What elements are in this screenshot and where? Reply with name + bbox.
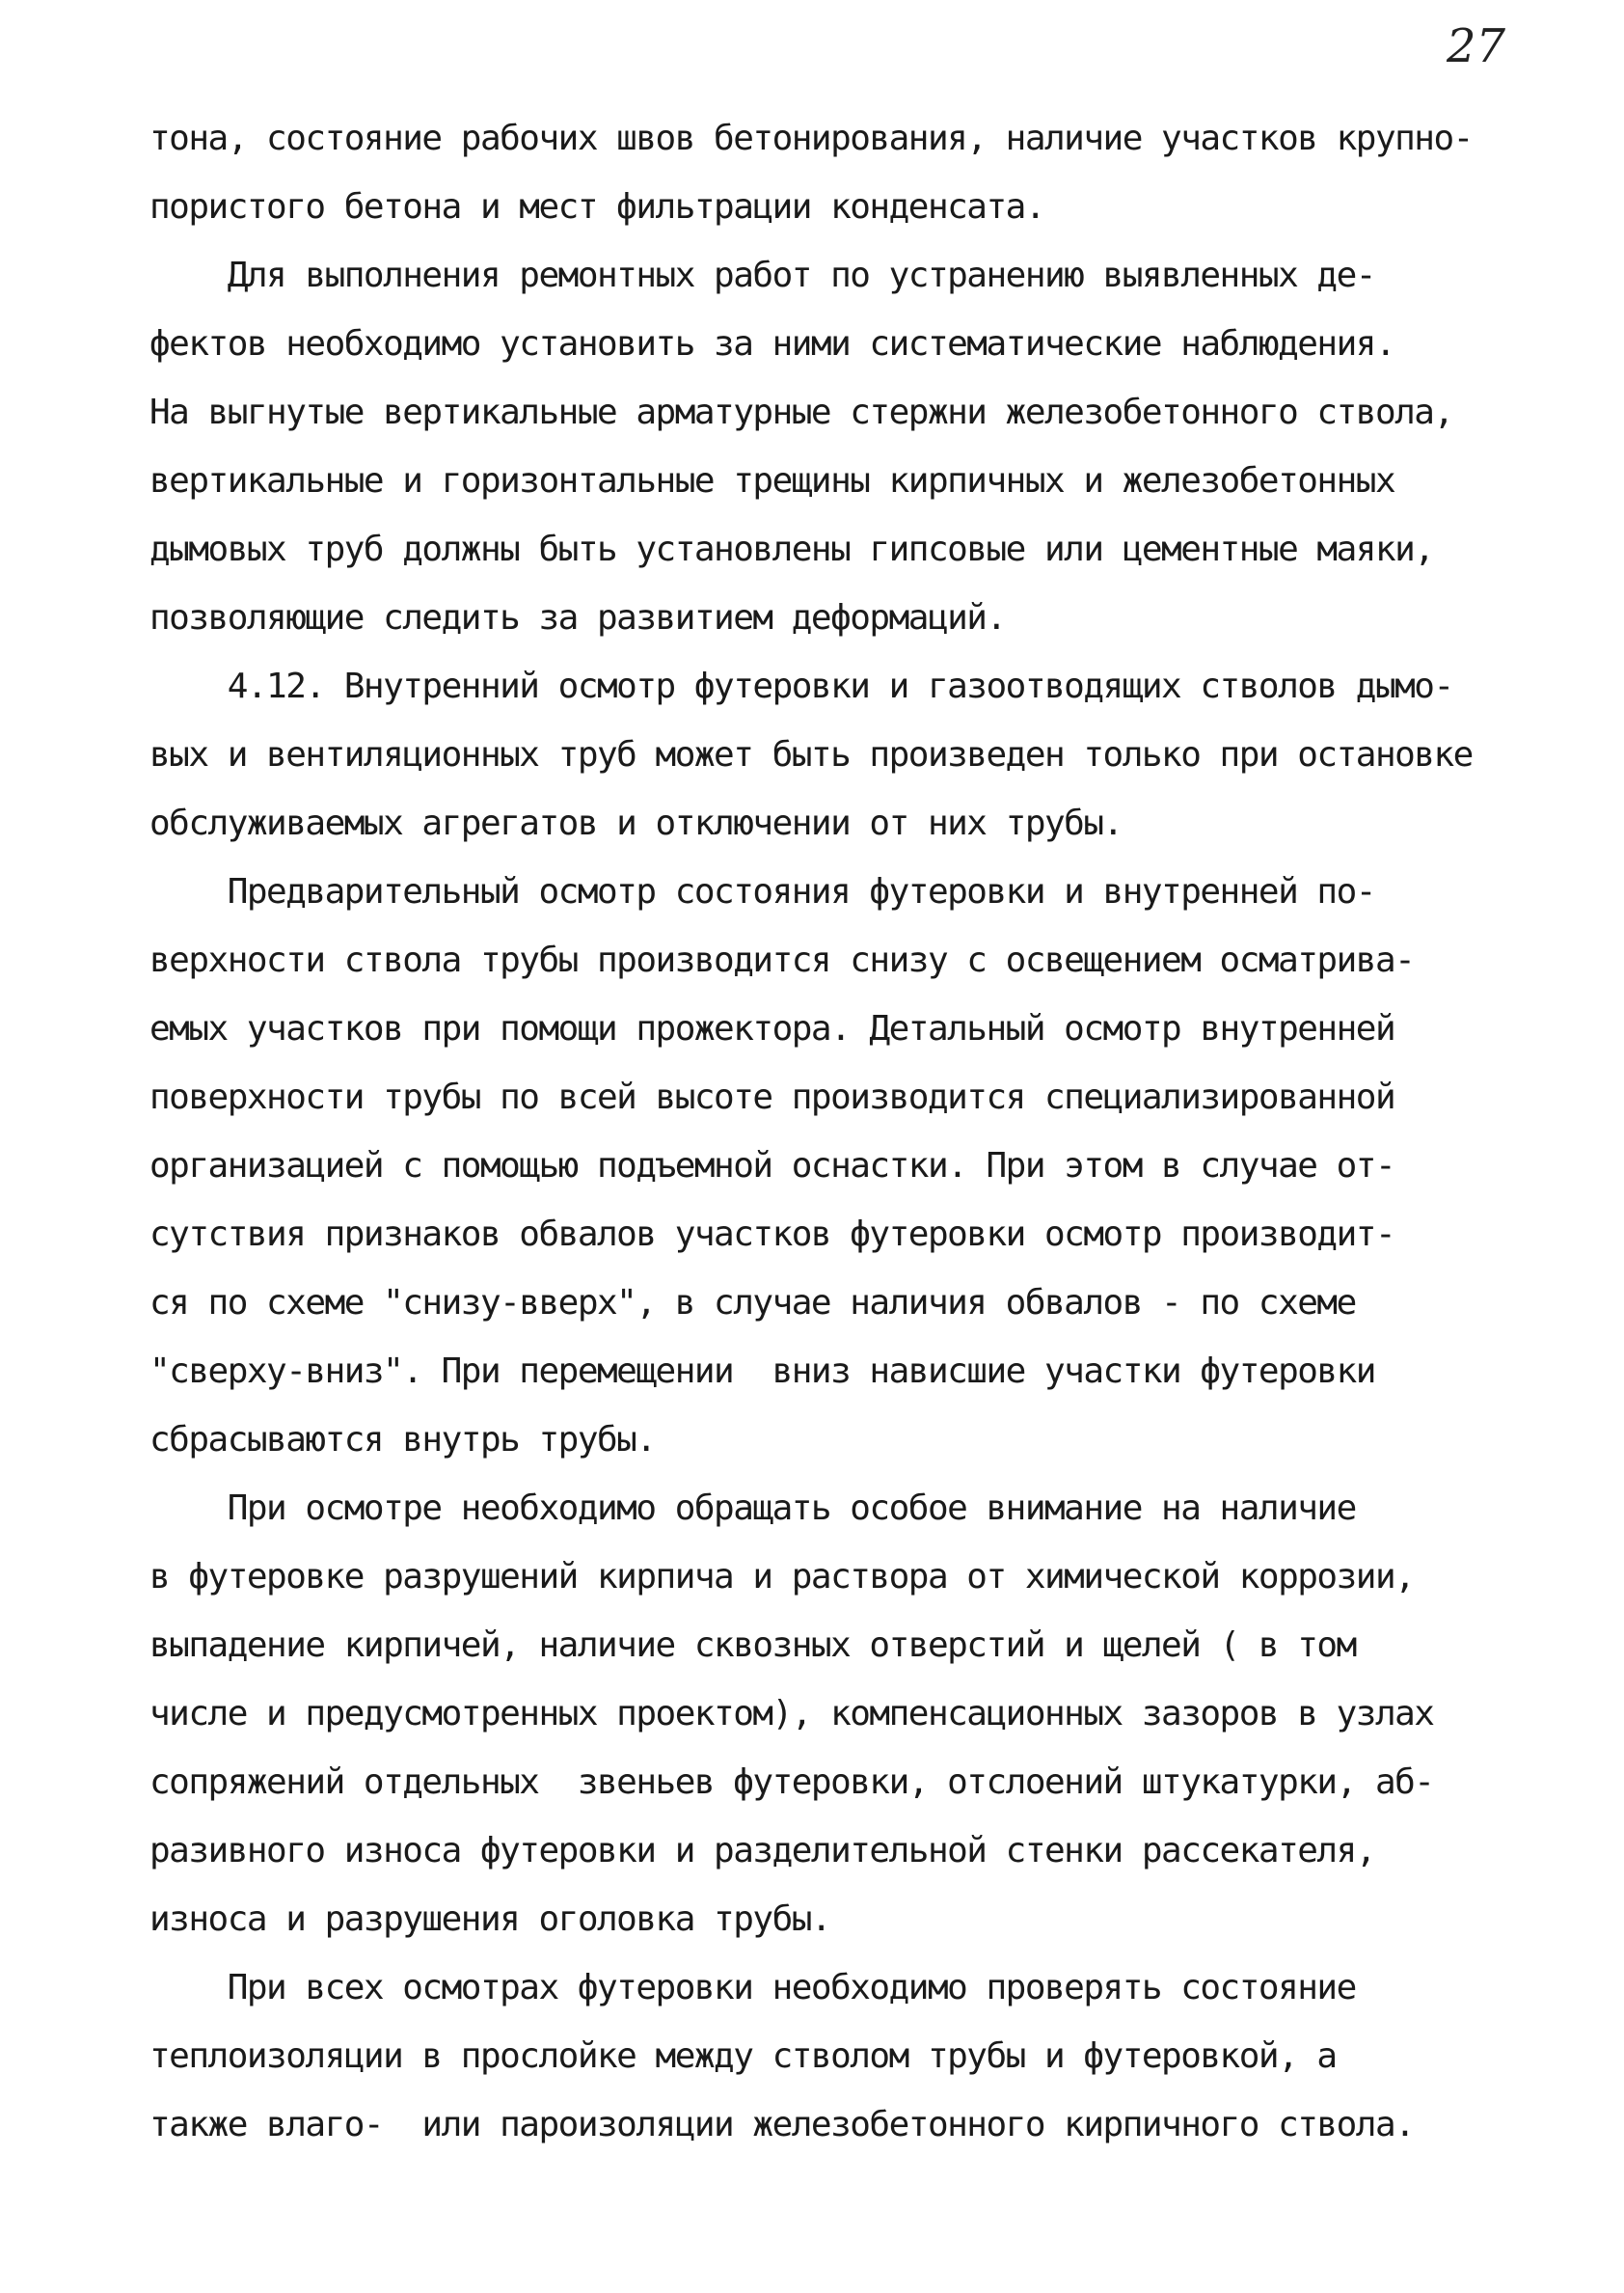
text-line: сбрасываются внутрь трубы. bbox=[149, 1420, 656, 1460]
document-body bbox=[149, 104, 1596, 2159]
text-line: организацией с помощью подъемной оснастки. При этом в случае от- bbox=[149, 1146, 1395, 1186]
text-line: При всех осмотрах футеровки необходимо проверять состояние bbox=[149, 1968, 1356, 2007]
text-line: пористого бетона и мест фильтрации конденсата. bbox=[149, 187, 1044, 227]
text-line: емых участков при помощи прожектора. Детальный осмотр внутренней bbox=[149, 1009, 1395, 1049]
text-line: Для выполнения ремонтных работ по устранению выявленных де- bbox=[149, 256, 1375, 295]
text-line: обслуживаемых агрегатов и отключении от них трубы. bbox=[149, 804, 1123, 843]
text-line: 4.12. Внутренний осмотр футеровки и газоотводящих стволов дымо- bbox=[149, 667, 1453, 706]
text-line: вертикальные и горизонтальные трещины кирпичных и железобетонных bbox=[149, 461, 1395, 501]
text-line: поверхности трубы по всей высоте производится специализированной bbox=[149, 1078, 1395, 1117]
text-line: верхности ствола трубы производится снизу с освещением осматрива- bbox=[149, 941, 1415, 980]
text-line: сопряжений отдельных звеньев футеровки, отслоений штукатурки, аб- bbox=[149, 1762, 1434, 1802]
text-line: тона, состояние рабочих швов бетонирования, наличие участков крупно- bbox=[149, 119, 1473, 158]
text-line: фектов необходимо установить за ними систематические наблюдения. bbox=[149, 324, 1395, 364]
text-line: также влаго- или пароизоляции железобетонного кирпичного ствола. bbox=[149, 2105, 1415, 2144]
text-line: сутствия признаков обвалов участков футеровки осмотр производит- bbox=[149, 1215, 1395, 1254]
text-line: износа и разрушения оголовка трубы. bbox=[149, 1899, 831, 1939]
text-line: дымовых труб должны быть установлены гипсовые или цементные маяки, bbox=[149, 530, 1434, 569]
text-line: разивного износа футеровки и разделительной стенки рассекателя, bbox=[149, 1831, 1375, 1870]
text-line: числе и предусмотренных проектом), компенсационных зазоров в узлах bbox=[149, 1694, 1434, 1733]
text-line: вых и вентиляционных труб может быть произведен только при остановке bbox=[149, 735, 1473, 775]
text-line: При осмотре необходимо обращать особое внимание на наличие bbox=[149, 1488, 1356, 1528]
text-line: "сверху-вниз". При перемещении вниз нависшие участки футеровки bbox=[149, 1351, 1375, 1391]
text-line: ся по схеме "снизу-вверх", в случае наличия обвалов - по схеме bbox=[149, 1283, 1356, 1323]
text-line: Предварительный осмотр состояния футеровки и внутренней по- bbox=[149, 872, 1375, 912]
text-line: в футеровке разрушений кирпича и раствора от химической коррозии, bbox=[149, 1557, 1415, 1597]
text-line: теплоизоляции в прослойке между стволом трубы и футеровкой, а bbox=[149, 2036, 1337, 2076]
page-number: 27 bbox=[1447, 19, 1506, 73]
text-line: На выгнутые вертикальные арматурные стержни железобетонного ствола, bbox=[149, 393, 1453, 432]
text-line: позволяющие следить за развитием деформаций. bbox=[149, 598, 1006, 638]
text-line: выпадение кирпичей, наличие сквозных отверстий и щелей ( в том bbox=[149, 1625, 1356, 1665]
